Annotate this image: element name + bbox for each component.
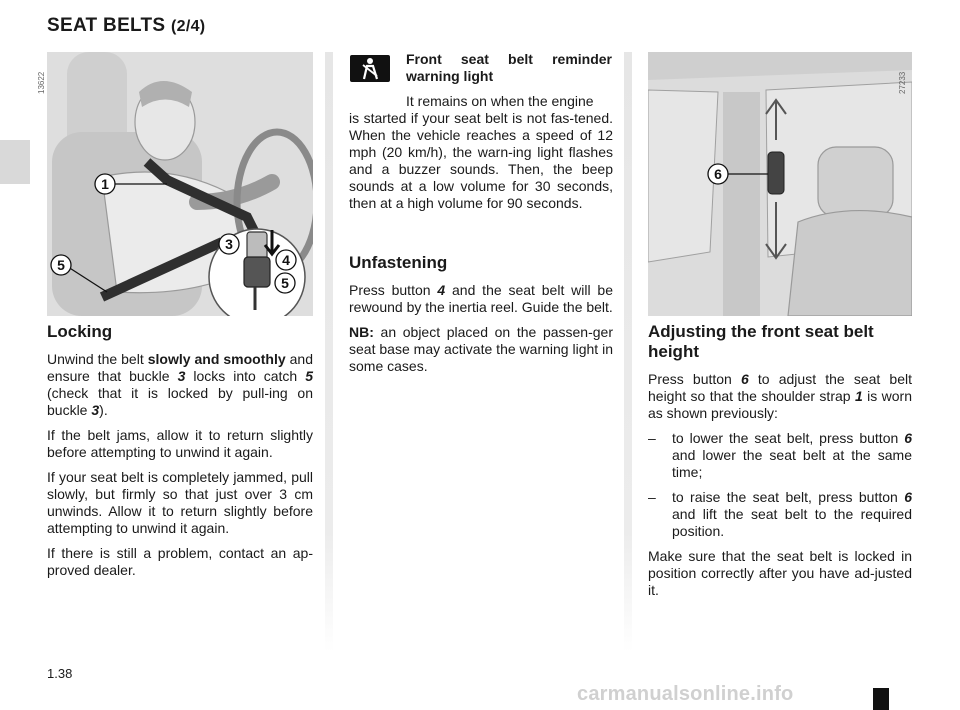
reminder-section <box>349 110 613 220</box>
adjusting-paragraph-1: Press button 6 to adjust the seat belt height so that the shoulder strap 1 is worn as shown previously: <box>648 371 912 421</box>
column-divider <box>624 52 632 652</box>
callout-1: 1 <box>101 176 109 192</box>
callout-5: 5 <box>57 257 65 273</box>
unfastening-heading: Unfastening <box>349 253 448 272</box>
adjusting-steps <box>648 430 912 540</box>
watermark: carmanualsonline.info <box>577 683 794 705</box>
figure-code: 13622 <box>37 71 46 94</box>
note-label: NB: <box>349 324 374 340</box>
page-title: SEAT BELTS (2/4) <box>47 15 206 36</box>
note-text: an object placed on the passen-ger seat base may activate the warning light in some cases. <box>349 324 613 374</box>
figure-code: 27233 <box>898 71 907 94</box>
column-divider <box>325 52 333 652</box>
section-tab <box>0 140 30 184</box>
locking-paragraph-3: If your seat belt is completely jammed, pull slowly, but firmly so that just over 3 cm unwinds. Allow it to return slightly before attempting to unwind it again. <box>47 469 313 536</box>
corner-mark <box>873 688 889 710</box>
list-item: – to lower the seat belt, press button 6 and lower the seat belt at the same time; <box>648 430 912 481</box>
reminder-intro: It remains on when the engine <box>406 93 594 109</box>
reminder-body: is started if your seat belt is not fas-tened. When the vehicle reaches a speed of 12 mph (20 km/h), the warn-ing light flashes and a buzzer sounds. Then, the beep sounds at a low volume for 30 seconds, then at a high volume for 90 seconds. <box>349 110 613 211</box>
locking-heading: Locking <box>47 322 113 341</box>
page-number: 1.38 <box>47 666 73 681</box>
locking-section <box>47 322 313 587</box>
callout-6: 6 <box>714 166 722 182</box>
adjusting-paragraph-2: Make sure that the seat belt is locked in position correctly after you have ad-justed it. <box>648 548 912 598</box>
seat-belt-locking-illustration <box>47 52 313 316</box>
callout-5-inset: 5 <box>281 275 289 291</box>
locking-paragraph-2: If the belt jams, allow it to return slightly before attempting to unwind it again. <box>47 427 313 460</box>
unfastening-paragraph: Press button 4 and the seat belt will be rewound by the inertia reel. Guide the belt. <box>349 282 613 315</box>
adjusting-heading: Adjusting the front seat belt height <box>648 322 874 361</box>
locking-paragraph-4: If there is still a problem, contact an ap-proved dealer. <box>47 545 313 578</box>
seat-belt-warning-icon <box>350 55 390 82</box>
adjusting-section <box>648 322 912 607</box>
locking-paragraph-1: Unwind the belt slowly and smoothly and ensure that buckle 3 locks into catch 5 (check that it is locked by pull-ing on buckle 3). <box>47 351 313 418</box>
callout-4: 4 <box>282 252 290 268</box>
reminder-title: Front seat belt reminder warning light <box>406 51 612 84</box>
seat-belt-height-illustration <box>648 52 912 316</box>
callout-3: 3 <box>225 236 233 252</box>
unfastening-note <box>349 324 613 375</box>
unfastening-section <box>349 253 613 383</box>
list-item: – to raise the seat belt, press button 6 and lift the seat belt to the required position. <box>648 489 912 540</box>
